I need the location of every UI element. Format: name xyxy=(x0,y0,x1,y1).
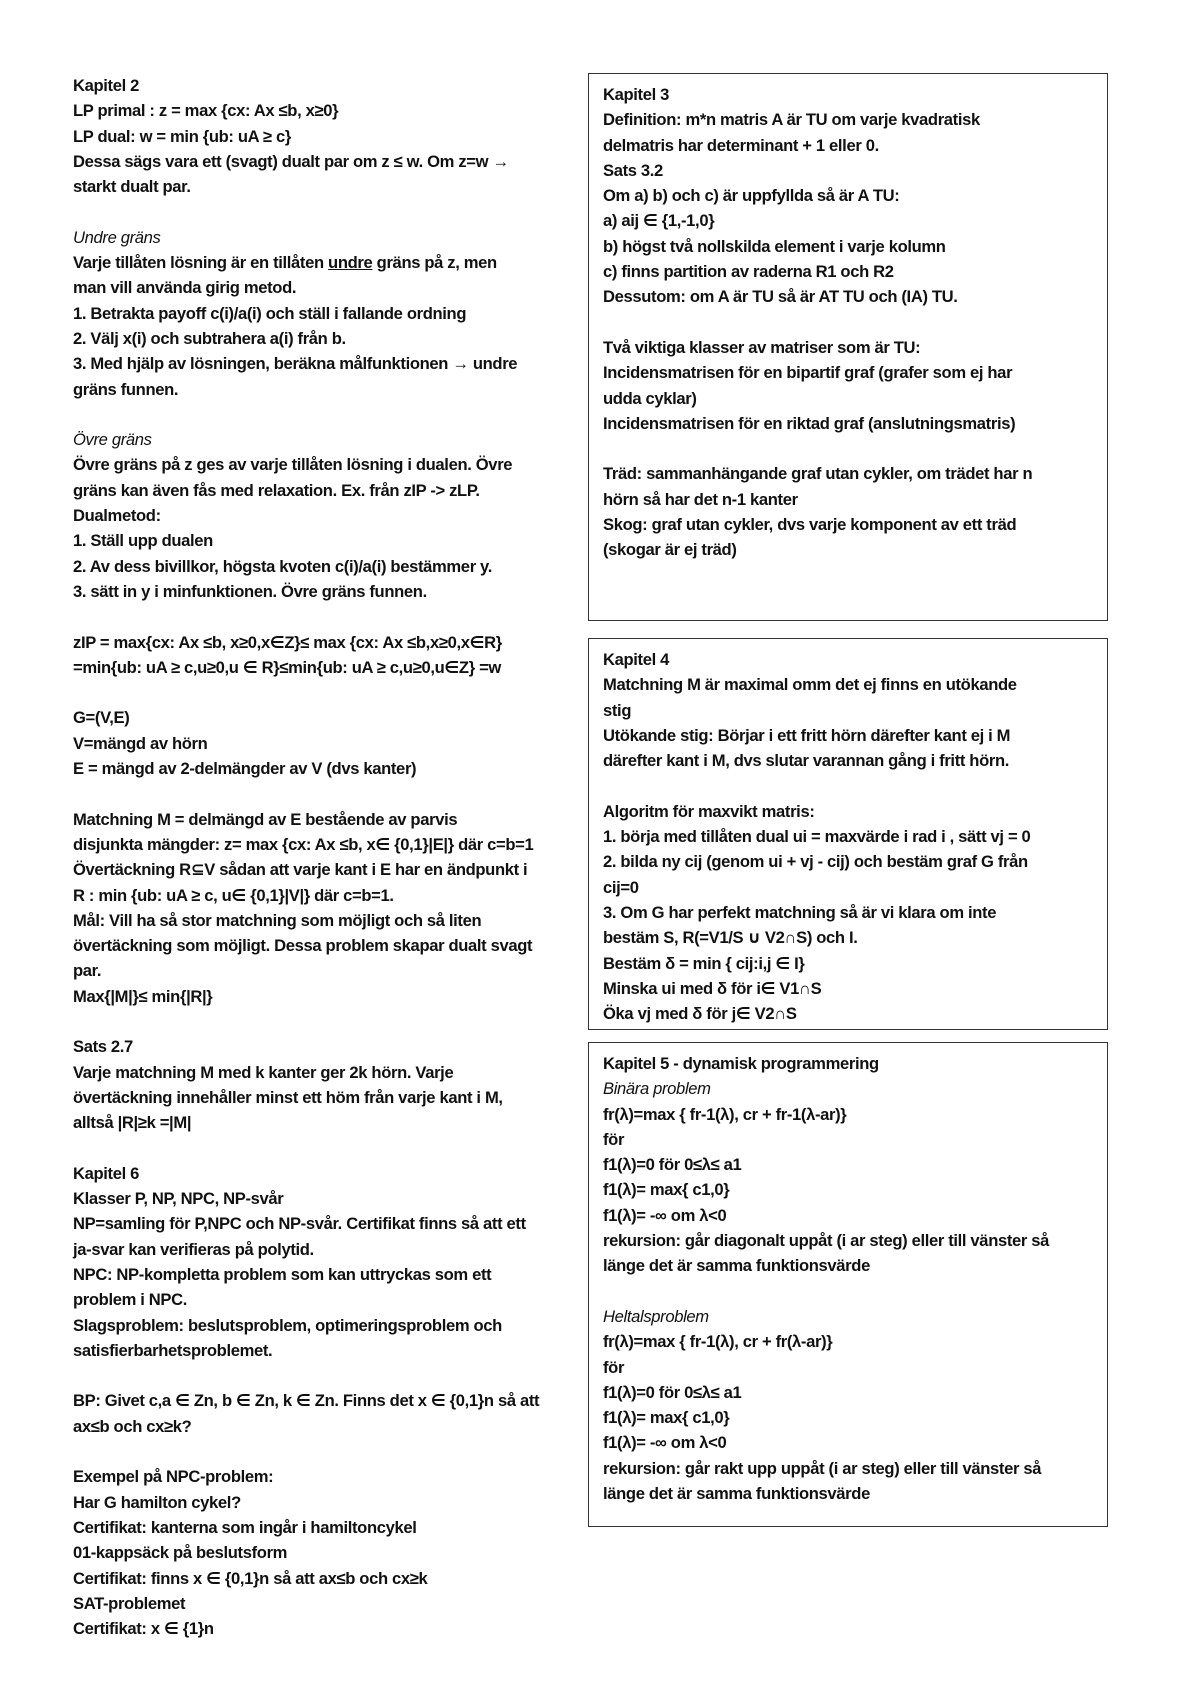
text-line: R : min {ub: uA ≥ c, u∈ {0,1}|V|} där c=b=1. xyxy=(73,885,394,905)
text-line: länge det är samma funktionsvärde xyxy=(603,1484,870,1504)
text-line: Öka vj med δ för j∈ V2∩S xyxy=(603,1004,797,1024)
text-line: Certifikat: x ∈ {1}n xyxy=(73,1619,214,1639)
text-line: Kapitel 4 xyxy=(603,650,670,669)
text-line: Certifikat: kanterna som ingår i hamiltoncykel xyxy=(73,1517,417,1537)
text-line: disjunkta mängder: z= max {cx: Ax ≤b, x∈ {0,1}|E|} där c=b=1 xyxy=(73,834,534,854)
text-line: f1(λ)=0 för 0≤λ≤ a1 xyxy=(603,1155,742,1175)
text-line xyxy=(73,604,578,629)
text-line: Sats 3.2 xyxy=(603,160,663,180)
kapitel-3-box xyxy=(588,73,1108,621)
text-line: f1(λ)= -∞ om λ<0 xyxy=(603,1433,727,1453)
text-line: Varje matchning M med k kanter ger 2k hörn. Varje xyxy=(73,1062,454,1082)
text-line: övertäckning som möjligt. Dessa problem skapar dualt svagt xyxy=(73,936,533,956)
text-line: Kapitel 6 xyxy=(73,1163,140,1183)
text-line: Slagsproblem: beslutsproblem, optimeringsproblem och xyxy=(73,1315,502,1335)
text-line: man vill använda girig metod. xyxy=(73,278,297,298)
text-line: gräns funnen. xyxy=(73,379,179,399)
text-line: Undre gräns xyxy=(73,227,161,247)
text-line: NP=samling för P,NPC och NP-svår. Certifikat finns så att ett xyxy=(73,1214,526,1234)
underlined-word: undre xyxy=(328,253,373,273)
text-line: Övre gräns på z ges av varje tillåten lösning i dualen. Övre xyxy=(73,455,513,475)
text-line: Utökande stig: Börjar i ett fritt hörn därefter kant ej i M xyxy=(603,725,1011,745)
text-line: Minska ui med δ för i∈ V1∩S xyxy=(603,978,822,998)
text-line: Skog: graf utan cykler, dvs varje komponent av ett träd xyxy=(603,515,1017,535)
text-line: fr(λ)=max { fr-1(λ), cr + fr(λ-ar)} xyxy=(603,1332,833,1352)
text-line: (skogar är ej träd) xyxy=(603,540,737,560)
text-line: f1(λ)= max{ c1,0} xyxy=(603,1408,730,1428)
text-line: Träd: sammanhängande graf utan cykler, om trädet har n xyxy=(603,464,1033,484)
text-line: övertäckning innehåller minst ett höm från varje kant i M, xyxy=(73,1087,503,1107)
text-line: 3. Med hjälp av lösningen, beräkna målfunktionen → undre xyxy=(73,354,518,374)
text-line: rekursion: går rakt upp uppåt (i ar steg) eller till vänster så xyxy=(603,1458,1042,1478)
text-line: Exempel på NPC-problem: xyxy=(73,1467,274,1487)
kapitel-5-box xyxy=(588,1042,1108,1527)
text-line: cij=0 xyxy=(603,877,639,897)
text-line: alltså |R|≥k =|M| xyxy=(73,1113,192,1133)
text-line: problem i NPC. xyxy=(73,1290,188,1310)
text-line: därefter kant i M, dvs slutar varannan gång i fritt hörn. xyxy=(603,751,1010,771)
text-line: c) finns partition av raderna R1 och R2 xyxy=(603,262,894,282)
text-line: bestäm S, R(=V1/S ∪ V2∩S) och I. xyxy=(603,928,858,948)
text-line: rekursion: går diagonalt uppåt (i ar steg) eller till vänster så xyxy=(603,1231,1050,1251)
text-line: ja-svar kan verifieras på polytid. xyxy=(73,1239,314,1259)
text-line: 3. sätt in y i minfunktionen. Övre gräns funnen. xyxy=(73,581,427,601)
text-line: Övre gräns xyxy=(73,430,152,450)
text-line: Kapitel 3 xyxy=(603,85,670,104)
text-line: länge det är samma funktionsvärde xyxy=(603,1256,870,1276)
text-line: V=mängd av hörn xyxy=(73,733,208,753)
text-line: LP dual: w = min {ub: uA ≥ c} xyxy=(73,126,291,146)
text-line: Kapitel 5 - dynamisk programmering xyxy=(603,1054,879,1073)
text-line: ax≤b och cx≥k? xyxy=(73,1416,192,1436)
text-line xyxy=(73,1363,578,1388)
text-line: Algoritm för maxvikt matris: xyxy=(603,801,815,821)
text-line: 1. Betrakta payoff c(i)/a(i) och ställ i fallande ordning xyxy=(73,303,467,323)
text-line: zIP = max{cx: Ax ≤b, x≥0,x∈Z}≤ max {cx: Ax ≤b,x≥0,x∈R} xyxy=(73,632,502,652)
text-line xyxy=(603,1279,1095,1304)
text-line: för xyxy=(603,1357,625,1377)
text-line: Om a) b) och c) är uppfyllda så är A TU: xyxy=(603,186,900,206)
text-line xyxy=(73,1439,578,1464)
text-line xyxy=(603,436,1095,461)
text-line: Sats 2.7 xyxy=(73,1037,133,1057)
text-line: 3. Om G har perfekt matchning så är vi klara om inte xyxy=(603,902,997,922)
left-column xyxy=(73,73,578,1641)
text-line: gräns kan även fås med relaxation. Ex. från zIP -> zLP. xyxy=(73,480,480,500)
text-line: starkt dualt par. xyxy=(73,177,191,197)
text-line: Mål: Vill ha så stor matchning som möjligt och så liten xyxy=(73,910,482,930)
text-line: 2. Av dess bivillkor, högsta kvoten c(i)/a(i) bestämmer y. xyxy=(73,556,492,576)
text-line: Dessa sägs vara ett (svagt) dualt par om z ≤ w. Om z=w → xyxy=(73,151,509,171)
text-line: Max{|M|}≤ min{|R|} xyxy=(73,986,213,1006)
text-line xyxy=(73,402,578,427)
text-line: Incidensmatrisen för en bipartif graf (grafer som ej har xyxy=(603,363,1013,383)
text-line: a) aij ∈ {1,-1,0} xyxy=(603,211,715,231)
text-line: BP: Givet c,a ∈ Zn, b ∈ Zn, k ∈ Zn. Finns det x ∈ {0,1}n så att xyxy=(73,1391,540,1411)
text-line: E = mängd av 2-delmängder av V (dvs kanter) xyxy=(73,759,417,779)
text-line: för xyxy=(603,1129,625,1149)
text-line: udda cyklar) xyxy=(603,388,697,408)
text-line: Definition: m*n matris A är TU om varje kvadratisk xyxy=(603,110,980,130)
text-line: satisfierbarhetsproblemet. xyxy=(73,1340,273,1360)
text-line: Två viktiga klasser av matriser som är TU: xyxy=(603,337,921,357)
text-line: Kapitel 2 xyxy=(73,76,140,95)
text-line: LP primal : z = max {cx: Ax ≤b, x≥0} xyxy=(73,101,339,121)
text-line: Har G hamilton cykel? xyxy=(73,1492,241,1512)
text-line: SAT-problemet xyxy=(73,1593,186,1613)
text-line xyxy=(73,1135,578,1160)
text-line: Binära problem xyxy=(603,1079,711,1099)
text-line: Matchning M är maximal omm det ej finns en utökande xyxy=(603,675,1017,695)
text-line: 2. Välj x(i) och subtrahera a(i) från b. xyxy=(73,328,346,348)
kapitel-4-box xyxy=(588,638,1108,1030)
text-line: Incidensmatrisen för en riktad graf (anslutningsmatris) xyxy=(603,413,1016,433)
text-line: f1(λ)= -∞ om λ<0 xyxy=(603,1205,727,1225)
text-line: delmatris har determinant + 1 eller 0. xyxy=(603,135,879,155)
text-line: par. xyxy=(73,961,102,981)
text-line: stig xyxy=(603,700,632,720)
text-line: Dessutom: om A är TU så är AT TU och (IA) TU. xyxy=(603,287,958,307)
text-line: 01-kappsäck på beslutsform xyxy=(73,1543,288,1563)
text-line: Dualmetod: xyxy=(73,506,161,526)
text-line: fr(λ)=max { fr-1(λ), cr + fr-1(λ-ar)} xyxy=(603,1104,847,1124)
text-line: Varje tillåten lösning är en tillåten undre gräns på z, men xyxy=(73,253,497,273)
text-line: G=(V,E) xyxy=(73,708,130,728)
text-line: Matchning M = delmängd av E bestående av parvis xyxy=(73,809,458,829)
text-line: NPC: NP-kompletta problem som kan uttryckas som ett xyxy=(73,1264,492,1284)
text-line: 2. bilda ny cij (genom ui + vj - cij) och bestäm graf G från xyxy=(603,852,1028,872)
text-line: Bestäm δ = min { cij:i,j ∈ I} xyxy=(603,953,805,973)
text-line xyxy=(603,310,1095,335)
text-line: Heltalsproblem xyxy=(603,1306,709,1326)
text-line: Övertäckning R⊆V sådan att varje kant i E har en ändpunkt i xyxy=(73,860,528,880)
text-line: Klasser P, NP, NPC, NP-svår xyxy=(73,1189,284,1209)
text-line: =min{ub: uA ≥ c,u≥0,u ∈ R}≤min{ub: uA ≥ c,u≥0,u∈Z} =w xyxy=(73,657,501,677)
text-line xyxy=(73,680,578,705)
text-line xyxy=(73,1009,578,1034)
text-line: 1. börja med tillåten dual ui = maxvärde i rad i , sätt vj = 0 xyxy=(603,827,1031,847)
text-line: f1(λ)=0 för 0≤λ≤ a1 xyxy=(603,1382,742,1402)
text-line: b) högst två nollskilda element i varje kolumn xyxy=(603,236,946,256)
text-line: hörn så har det n-1 kanter xyxy=(603,489,798,509)
text-line: f1(λ)= max{ c1,0} xyxy=(603,1180,730,1200)
text-line xyxy=(603,773,1095,798)
text-line xyxy=(73,781,578,806)
text-line: 1. Ställ upp dualen xyxy=(73,531,213,551)
text-line xyxy=(73,199,578,224)
text-line: Certifikat: finns x ∈ {0,1}n så att ax≤b och cx≥k xyxy=(73,1568,428,1588)
